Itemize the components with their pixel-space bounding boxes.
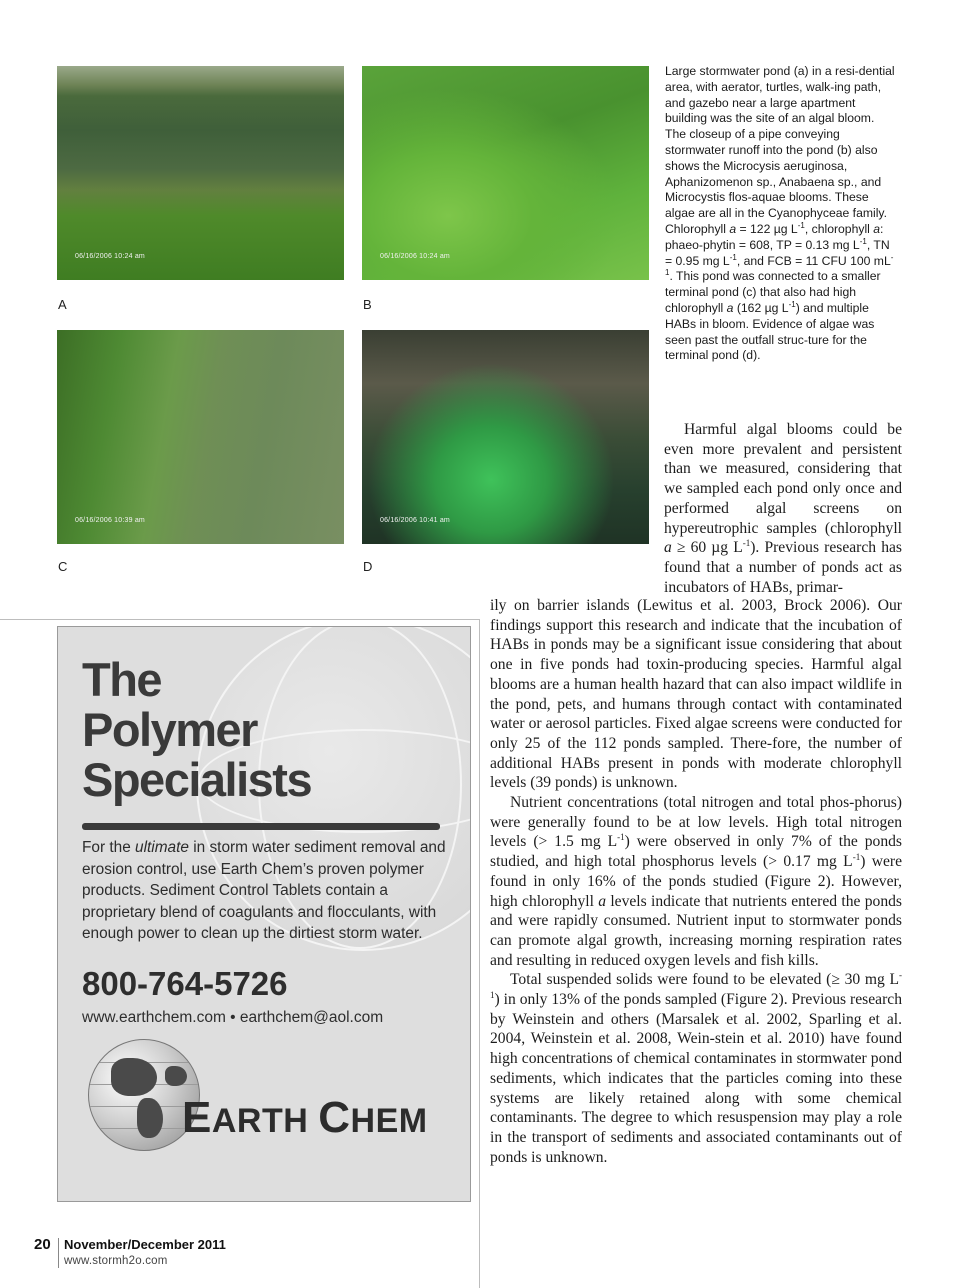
photo-label-a: A (58, 297, 67, 312)
article-paragraph: Harmful algal blooms could be even more prevalent and persistent than we measured, considering that we sampled each pond only once and performed algal screens on hypereutrophic samples (chlorophyll a ≥ 60 µg $L^{-1}$). Previous research has found that a number of ponds act as incubators of HABs, primar- (664, 421, 902, 596)
photo-a-stormwater-pond (57, 66, 344, 280)
ad-description: For the ultimate in storm water sediment removal and erosion control, use Earth Chem’s proven polymer products. Sediment Control Tablets contain a proprietary blend of coagulants and flocculants, with enough power to clean up the dirtiest storm water. (82, 839, 446, 942)
ad-contact-links[interactable]: www.earthchem.com • earthchem@aol.com (82, 1009, 384, 1026)
photo-label-b: B (363, 297, 372, 312)
earth-chem-advertisement[interactable] (57, 626, 471, 1202)
figure-caption: Large stormwater pond (a) in a resi-dential area, with aerator, turtles, walk-ing path, and gazebo near a large apartment building was the site of an algal bloom. The closeup of a pipe conveying stormwater runoff into the pond (b) also shows the Microcysis aeruginosa, Aphanizomenon sp., Anabaena sp., and Microcystis flos-aquae blooms. These algae are all in the Cyanophyceae family. Chlorophyll a = 122 µg $L^{-1}$, chlorophyll a: phaeo-phytin = 608, TP = 0.13 mg $L^{-1}$, TN = 0.95 mg $L^{-1}$, and FCB = 11 CFU 100 $mL^{-1}$. This pond was connected to a smaller terminal pond (c) that also had high chlorophyll a (162 µg $L^{-1}$) and multiple HABs in bloom. Evidence of algae was seen past the outfall struc-ture for the terminal pond (d). (665, 64, 895, 363)
photo-timestamp: 06/16/2006 10:39 am (75, 517, 145, 524)
article-column-upper (664, 420, 902, 597)
footer-separator (58, 1238, 59, 1268)
photo-label-d: D (363, 559, 373, 574)
issue-date: November/December 2011 (64, 1237, 226, 1252)
page-number: 20 (34, 1236, 51, 1253)
article-paragraph: ily on barrier islands (Lewitus et al. 2003, Brock 2006). Our findings support this research and indicate that the incubation of HABs in ponds may be a significant issue considering that about one in five ponds had toxin-producing species. Harmful algal blooms are a human health hazard that can also impact wildlife in the pond, pets, and humans through contact with contaminated water or aerosol particles. Fixed algae screens were conducted for only 25 of the 112 ponds sampled. There-fore, the number of additional HABs present in ponds with moderate chlorophyll levels (39 ponds) is unknown. (490, 597, 902, 792)
divider-vertical (479, 619, 480, 1288)
article-paragraph: Nutrient concentrations (total nitrogen and total phos-phorus) were generally found to be at low levels. High total nitrogen levels (> 1.5 mg $L^{-1}$) were observed in only 7% of the ponds studied, and high total phosphorus levels (> 0.17 mg $L^{-1}$) were found in only 16% of the ponds studied (Figure 2). However, high chlorophyll a levels indicate that nutrients entered the ponds and were rapidly consumed. Nutrient input to stormwater ponds can promote algal growth, increasing morning respiration rates and resulting in reduced oxygen levels and fish kills. (490, 794, 903, 969)
earth-chem-logo-text: EARTH CHEM (182, 1093, 428, 1142)
ad-divider-bar (82, 823, 440, 830)
ad-title: The Polymer Specialists (82, 653, 312, 806)
photo-label-c: C (58, 559, 68, 574)
article-column-lower (490, 596, 902, 1167)
photo-timestamp: 06/16/2006 10:41 am (380, 517, 450, 524)
photo-timestamp: 06/16/2006 10:24 am (75, 253, 145, 260)
photo-b-pipe-algae-bloom (362, 66, 649, 280)
ad-phone-number[interactable]: 800-764-5726 (82, 965, 288, 1002)
photo-c-terminal-pond (57, 330, 344, 544)
article-paragraph: Total suspended solids were found to be elevated (≥ 30 mg $L^{-1}$) in only 13% of the ponds sampled (Figure 2). Previous research by Weinstein and others (Marsalek et al. 2002, Sparling et al. 2004, Weinstein et al. 2008, Wein-stein et al. 2010) have found high concentrations of chemical contaminates in stormwater pond sediments, which indicates that the particles coming into these systems are likely retained along with some chemical contaminants. The degree to which resuspension may play a role in the transport of sediments and associated contaminants out of ponds is unknown. (490, 970, 902, 1166)
divider-horizontal (0, 619, 480, 620)
publication-url[interactable]: www.stormh2o.com (64, 1255, 168, 1267)
photo-timestamp: 06/16/2006 10:24 am (380, 253, 450, 260)
photo-d-outfall-algae (362, 330, 649, 544)
